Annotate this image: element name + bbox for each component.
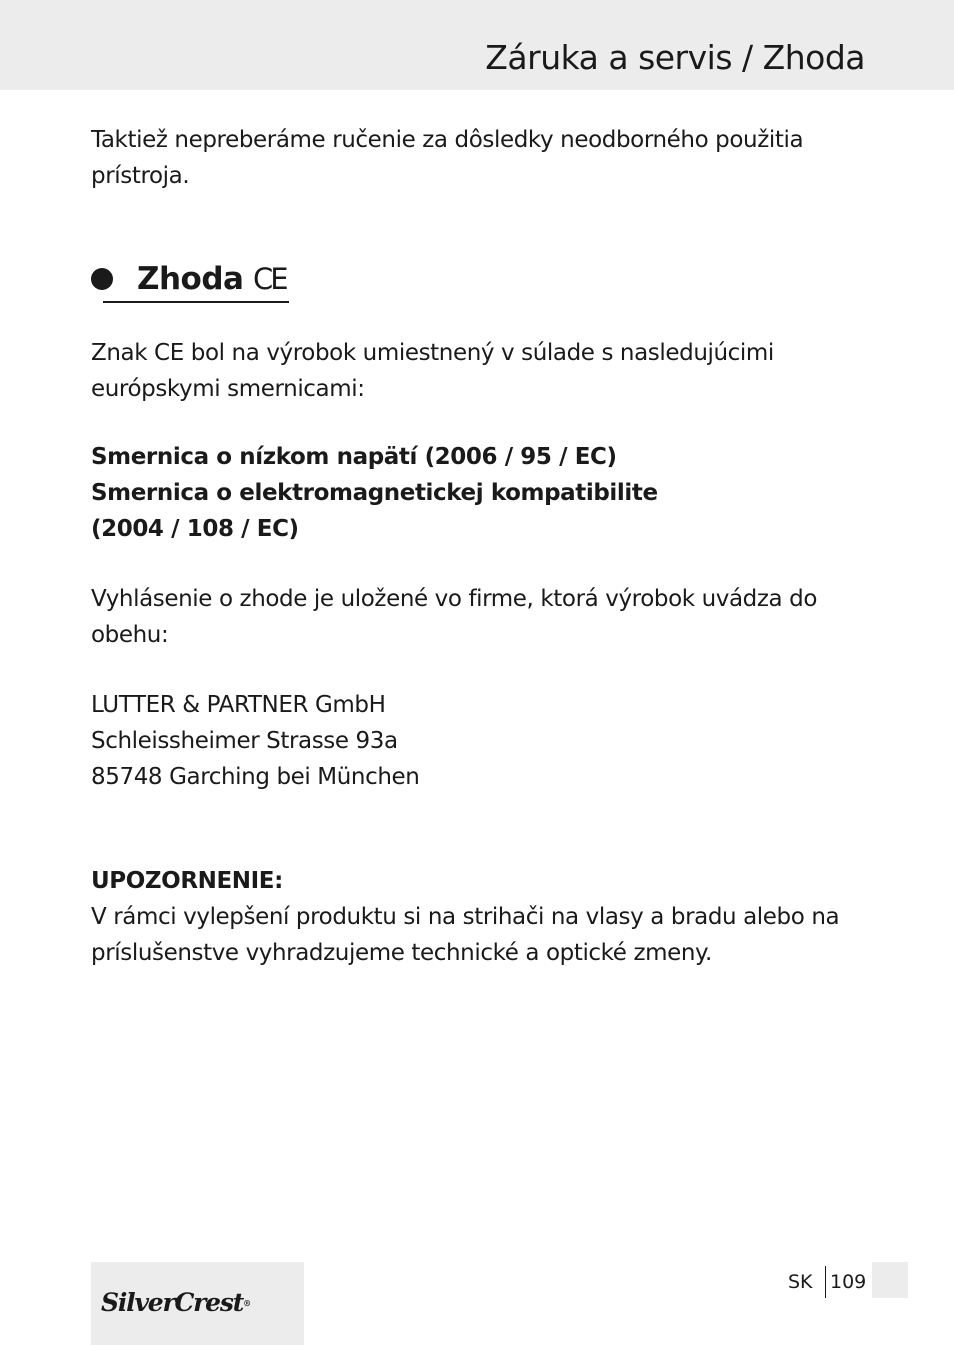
intro-paragraph [91, 122, 851, 194]
declaration-line-1: Vyhlásenie o zhode je uložené vo firme, ktorá výrobok uvádza do [91, 586, 818, 612]
company-address [91, 687, 851, 795]
section-title: Zhoda [137, 261, 244, 297]
directive-emc-number: (2004 / 108 / EC) [91, 516, 299, 542]
registered-mark: ® [243, 1298, 252, 1308]
ce-line-2: európskymi smernicami: [91, 376, 365, 402]
page-tab-marker [872, 1262, 908, 1298]
intro-line-2: prístroja. [91, 163, 190, 189]
notice-heading: UPOZORNENIE: [91, 868, 283, 894]
brand-name: SilverCrest [101, 1288, 244, 1317]
page-separator [825, 1266, 826, 1298]
intro-line-1: Taktiež nepreberáme ručenie za dôsledky neodborného použitia [91, 127, 804, 153]
notice-line-1: V rámci vylepšení produktu si na strihači na vlasy a bradu alebo na [91, 904, 840, 930]
bullet-icon [91, 268, 113, 290]
notice-block [91, 863, 851, 971]
company-name: LUTTER & PARTNER GmbH [91, 692, 386, 718]
brand-logo-box [91, 1262, 304, 1345]
page-header [0, 0, 954, 90]
page-language: SK [788, 1271, 813, 1293]
ce-line-1: Znak CE bol na výrobok umiestnený v súlade s nasledujúcimi [91, 340, 774, 366]
notice-line-2: príslušenstve vyhradzujeme technické a optické zmeny. [91, 940, 712, 966]
ce-paragraph [91, 335, 851, 407]
page-number: 109 [830, 1271, 867, 1293]
directives-list [91, 439, 851, 547]
ce-mark-icon: CE [253, 262, 286, 296]
declaration-paragraph [91, 581, 851, 653]
brand-logo [101, 1286, 251, 1320]
company-city: 85748 Garching bei München [91, 764, 420, 790]
declaration-line-2: obehu: [91, 622, 169, 648]
directive-low-voltage: Smernica o nízkom napätí (2006 / 95 / EC) [91, 444, 617, 470]
section-heading [91, 258, 291, 304]
directive-emc: Smernica o elektromagnetickej kompatibilite [91, 480, 658, 506]
company-street: Schleissheimer Strasse 93a [91, 728, 398, 754]
section-underline [103, 301, 289, 303]
page-title: Záruka a servis / Zhoda [485, 38, 865, 77]
